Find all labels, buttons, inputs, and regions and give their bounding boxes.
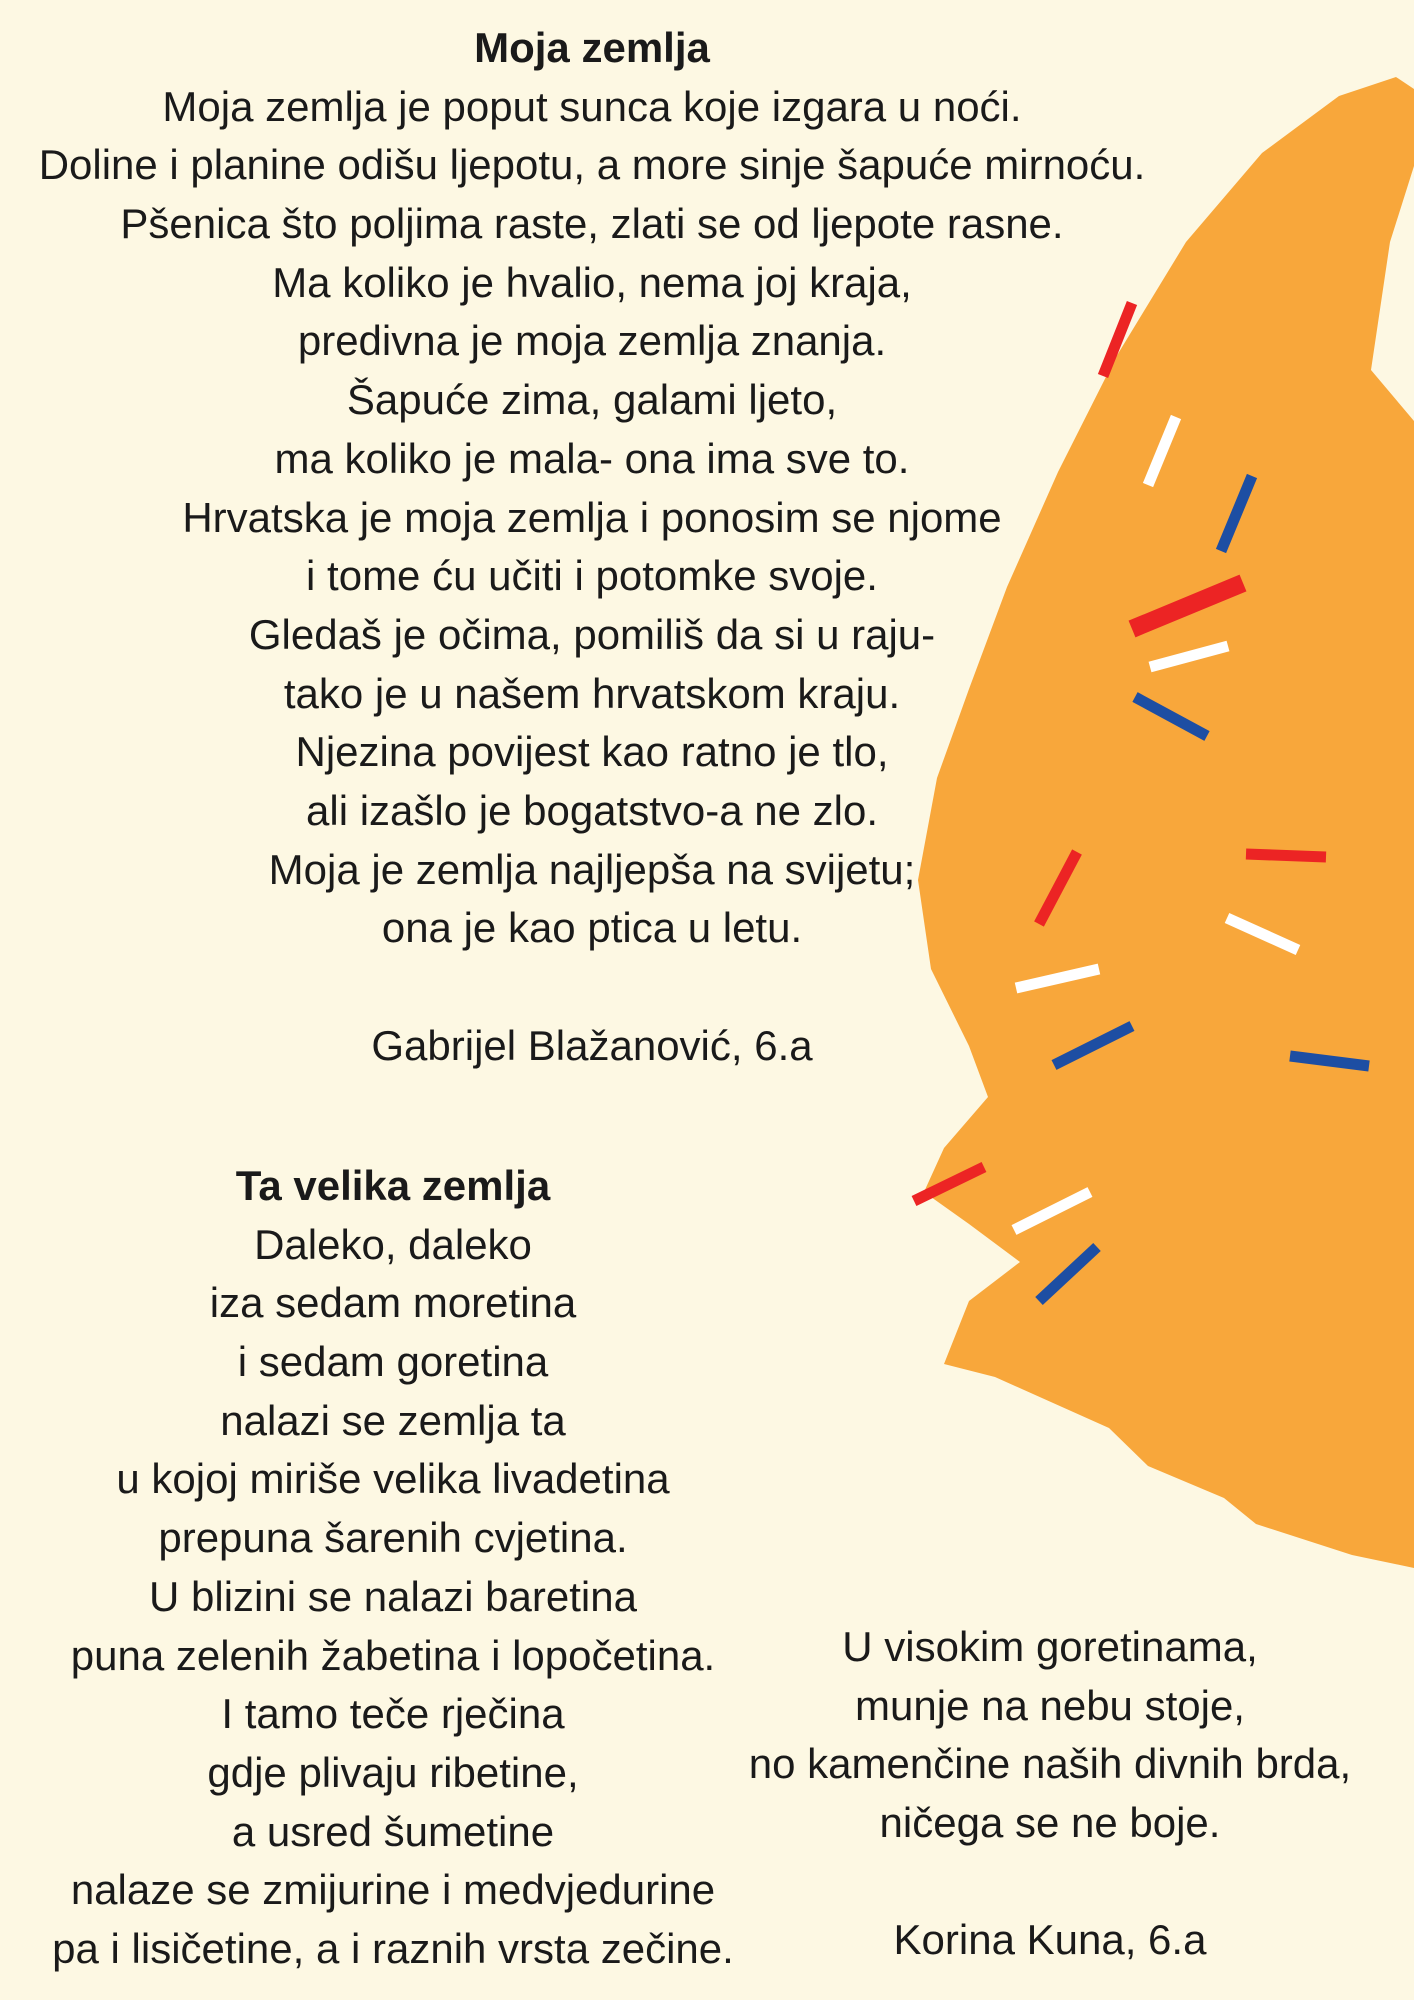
poem-author: Gabrijel Blažanović, 6.a [371, 1021, 813, 1069]
poem-line: Njezina povijest kao ratno je tlo, [295, 728, 889, 776]
poem-line: U blizini se nalazi baretina [149, 1572, 637, 1620]
poem-line: I tamo teče rječina [221, 1690, 565, 1738]
poem-line: puna zelenih žabetina i lopočetina. [70, 1631, 716, 1679]
spacer [700, 1853, 1400, 1912]
poem-line: ali izašlo je bogatstvo-a ne zlo. [306, 786, 878, 834]
poem-line: Pšenica što poljima raste, zlati se od ljepote rasne. [120, 200, 1064, 248]
poem-line: Šapuće zima, galami ljeto, [346, 376, 838, 424]
poem-line: gdje plivaju ribetine, [207, 1748, 579, 1796]
confetti-red-4 [1246, 854, 1326, 857]
poem-ta-velika-zemlja [0, 1157, 786, 1979]
poem-line: munje na nebu stoje, [855, 1681, 1245, 1729]
poem-line: tako je u našem hrvatskom kraju. [283, 669, 901, 717]
poem-moja-zemlja [0, 19, 1184, 1075]
poem-line: ona je kao ptica u letu. [381, 904, 803, 952]
poem-line: Moja je zemlja najljepša na svijetu; [268, 845, 916, 893]
poem-author: Korina Kuna, 6.a [893, 1916, 1207, 1964]
poem-line: nalazi se zemlja ta [220, 1396, 566, 1444]
poem-line: nalaze se zmijurine i medvjedurine [70, 1866, 716, 1914]
poem-line: Ma koliko je hvalio, nema joj kraja, [272, 258, 912, 306]
poem-line: Doline i planine odišu ljepotu, a more sinje šapuće mirnoću. [38, 141, 1146, 189]
poem-line: u kojoj miriše velika livadetina [116, 1455, 670, 1503]
poem-line: i tome ću učiti i potomke svoje. [306, 552, 878, 600]
poem-line: Daleko, daleko [254, 1220, 532, 1268]
poem-side-stanza [700, 1618, 1400, 1970]
poem-line: a usred šumetine [231, 1807, 555, 1855]
poem-line: iza sedam moretina [209, 1279, 577, 1327]
poem-line: Gledaš je očima, pomiliš da si u raju- [248, 610, 936, 658]
poem-line: no kamenčine naših divnih brda, [748, 1740, 1352, 1788]
poem-line: pa i lisičetine, a i raznih vrsta zečine. [52, 1924, 734, 1972]
poem-line: Hrvatska je moja zemlja i ponosim se njome [182, 493, 1002, 541]
poem-line: Moja zemlja je poput sunca koje izgara u noći. [162, 82, 1022, 130]
poem-line: ničega se ne boje. [879, 1799, 1221, 1847]
poem-line: i sedam goretina [237, 1338, 549, 1386]
poem-title: Ta velika zemlja [235, 1162, 551, 1209]
poem-line: U visokim goretinama, [842, 1623, 1258, 1670]
poem-line: prepuna šarenih cvjetina. [158, 1514, 628, 1562]
poem-line: ma koliko je mala- ona ima sve to. [274, 434, 910, 482]
spacer [0, 958, 1184, 1017]
poem-line: predivna je moja zemlja znanja. [297, 317, 887, 365]
poem-title: Moja zemlja [474, 24, 710, 71]
